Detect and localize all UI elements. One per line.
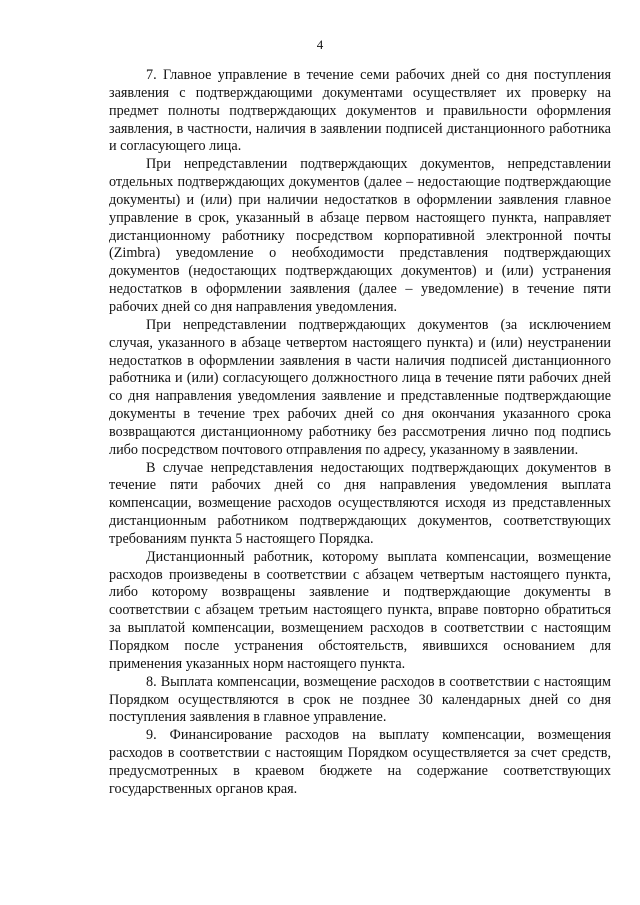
paragraph-9: 9. Финансирование расходов на выплату компенсации, возмещения расходов в соответствии с настоящим Порядком осуществляется за счет средств, предусмотренных в краевом бюджете на содержание соответствующих государственных органов края. (109, 727, 611, 797)
page-number: 4 (316, 37, 324, 52)
paragraph-7-notification: При непредставлении подтверждающих документов, непредставлении отдельных подтверждающих документов (далее – недостающие подтверждающие документы) и (или) при наличии недостатков в оформлении заявления главное управление в срок, указанный в абзаце первом настоящего пункта, направляет дистанционному работнику посредством корпоративной электронной почты (Zimbra) уведомление о необходимости представления подтверждающих документов (недостающих подтверждающих документов) и (или) устранения недостатков в оформлении заявления (далее – уведомление) в течение пяти рабочих дней со дня направления уведомления. (109, 156, 611, 315)
paragraph-7-reapply: Дистанционный работник, которому выплата компенсации, возмещение расходов произведены в соответствии с абзацем четвертым настоящего пункта, либо которому возвращены заявление и подтверждающие документы в соответствии с абзацем третьим настоящего пункта, вправе повторно обратиться за выплатой компенсации, возмещением расходов в соответствии с настоящим Порядком после устранения обстоятельств, явившихся основанием для применения указанных норм настоящего пункта. (109, 548, 611, 672)
document-body (109, 67, 611, 799)
paragraph-7-return: При непредставлении подтверждающих документов (за исключением случая, указанного в абзаце четвертом настоящего пункта) и (или) неустранении недостатков в оформлении заявления в части наличия подписей дистанционного работника и (или) согласующего должностного лица в течение пяти рабочих дней со дня направления уведомления заявление и представленные подтверждающие документы в течение трех рабочих дней со дня окончания указанного срока возвращаются дистанционному работнику без рассмотрения лично под подпись либо посредством почтового отправления по адресу, указанному в заявлении. (109, 316, 611, 458)
paragraph-7: 7. Главное управление в течение семи рабочих дней со дня поступления заявления с подтверждающими документами осуществляет их проверку на предмет полноты подтверждающих документов и правильности оформления заявления, в частности, наличия в заявлении подписей дистанционного работника и согласующего лица. (109, 67, 611, 155)
paragraph-7-missing-documents: В случае непредставления недостающих подтверждающих документов в течение пяти рабочих дней со дня направления уведомления выплата компенсации, возмещение расходов осуществляются исходя из представленных дистанционным работником подтверждающих документов, соответствующих требованиям пункта 5 настоящего Порядка. (109, 459, 611, 547)
paragraph-8: 8. Выплата компенсации, возмещение расходов в соответствии с настоящим Порядком осуществляются в срок не позднее 30 календарных дней со дня поступления заявления в главное управление. (109, 673, 611, 726)
